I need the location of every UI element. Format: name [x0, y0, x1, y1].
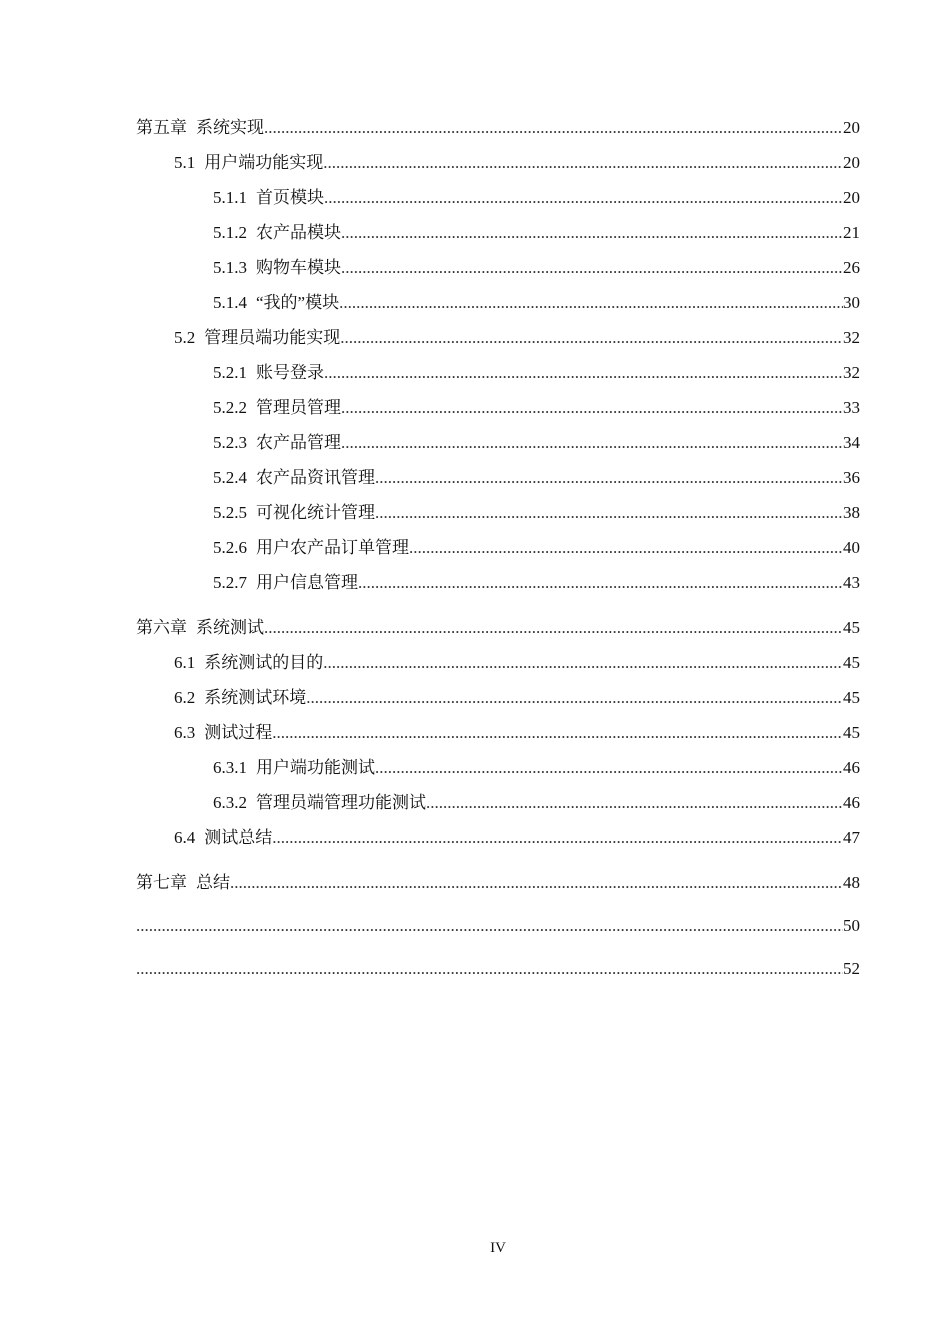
toc-entry-number: 5.2.2 [213, 398, 247, 417]
dot-leader [375, 750, 843, 785]
toc-entry-5-2-1[interactable] [136, 355, 860, 390]
toc-entry-page: 48 [843, 873, 860, 892]
toc-entry-6-1[interactable] [136, 645, 860, 680]
dot-leader [324, 355, 843, 390]
toc-entry-5-2-2[interactable] [136, 390, 860, 425]
toc-entry-page: 21 [843, 223, 860, 242]
toc-entry-title: 测试总结 [204, 828, 273, 847]
dot-leader [323, 645, 843, 680]
toc-entry-5-2-4[interactable] [136, 460, 860, 495]
dot-leader [136, 951, 843, 986]
toc-entry-number: 第六章 [136, 618, 187, 637]
toc-entry-5-2-7[interactable] [136, 565, 860, 600]
toc-entry-title: 用户农产品订单管理 [256, 538, 409, 557]
dot-leader [230, 865, 843, 900]
toc-entry-title: 首页模块 [256, 188, 324, 207]
toc-entry-5-2[interactable] [136, 320, 860, 355]
toc-entry-title: 管理员端管理功能测试 [256, 793, 426, 812]
toc-entry-page: 33 [843, 398, 860, 417]
toc-entry-page: 20 [843, 118, 860, 137]
toc-entry-number: 5.2.6 [213, 538, 247, 557]
toc-entry-page: 45 [843, 653, 860, 672]
toc-entry-number: 5.1.1 [213, 188, 247, 207]
toc-entry-page: 20 [843, 153, 860, 172]
toc-entry-untitled-2[interactable] [136, 951, 860, 986]
toc-entry-number: 5.1 [174, 153, 196, 172]
toc-entry-page: 34 [843, 433, 860, 452]
toc-entry-number: 第七章 [136, 873, 187, 892]
toc-entry-number: 5.1.2 [213, 223, 247, 242]
toc-entry-5-2-5[interactable] [136, 495, 860, 530]
toc-entry-page: 50 [843, 916, 860, 935]
toc-entry-5-1-2[interactable] [136, 215, 860, 250]
dot-leader [409, 530, 843, 565]
toc-entry-number: 6.1 [174, 653, 196, 672]
toc-entry-page: 32 [843, 328, 860, 347]
dot-leader [136, 908, 843, 943]
dot-leader [341, 390, 843, 425]
toc-entry-6-4[interactable] [136, 820, 860, 855]
toc-entry-title: 农产品资讯管理 [256, 468, 375, 487]
toc-entry-6-3-1[interactable] [136, 750, 860, 785]
toc-entry-chapter-7[interactable] [136, 865, 860, 900]
toc-entry-page: 45 [843, 723, 860, 742]
toc-entry-title: 管理员管理 [256, 398, 341, 417]
toc-entry-page: 40 [843, 538, 860, 557]
page-footer-number: IV [490, 1240, 506, 1256]
toc-entry-number: 5.2.1 [213, 363, 247, 382]
toc-entry-chapter-6[interactable] [136, 610, 860, 645]
table-of-contents [136, 110, 860, 986]
toc-entry-page: 47 [843, 828, 860, 847]
toc-entry-page: 30 [843, 293, 860, 312]
dot-leader [340, 320, 843, 355]
toc-entry-title: “我的”模块 [256, 293, 340, 312]
dot-leader [264, 610, 843, 645]
dot-leader [339, 285, 843, 320]
toc-entry-page: 45 [843, 688, 860, 707]
toc-entry-title: 系统测试的目的 [204, 653, 324, 672]
dot-leader [341, 425, 843, 460]
toc-entry-title: 总结 [196, 873, 230, 892]
toc-entry-number: 5.2.5 [213, 503, 247, 522]
dot-leader [375, 460, 843, 495]
toc-entry-title: 测试过程 [204, 723, 273, 742]
toc-entry-chapter-5[interactable] [136, 110, 860, 145]
dot-leader [341, 250, 843, 285]
toc-entry-5-2-3[interactable] [136, 425, 860, 460]
dot-leader [306, 680, 843, 715]
toc-entry-page: 43 [843, 573, 860, 592]
toc-entry-page: 26 [843, 258, 860, 277]
dot-leader [264, 110, 843, 145]
toc-entry-6-3[interactable] [136, 715, 860, 750]
toc-entry-title: 用户信息管理 [256, 573, 358, 592]
toc-entry-5-1-3[interactable] [136, 250, 860, 285]
dot-leader [272, 715, 843, 750]
toc-entry-page: 46 [843, 758, 860, 777]
toc-entry-number: 6.2 [174, 688, 196, 707]
toc-entry-number: 5.2.7 [213, 573, 247, 592]
toc-entry-page: 45 [843, 618, 860, 637]
toc-entry-title: 系统测试 [196, 618, 264, 637]
toc-entry-number: 5.2.3 [213, 433, 247, 452]
dot-leader [272, 820, 843, 855]
toc-entry-number: 5.2.4 [213, 468, 247, 487]
toc-entry-page: 36 [843, 468, 860, 487]
toc-entry-title: 可视化统计管理 [256, 503, 375, 522]
toc-entry-5-2-6[interactable] [136, 530, 860, 565]
dot-leader [358, 565, 843, 600]
toc-entry-number: 6.4 [174, 828, 196, 847]
dot-leader [375, 495, 843, 530]
toc-entry-page: 52 [843, 959, 860, 978]
toc-entry-page: 32 [843, 363, 860, 382]
toc-entry-title: 用户端功能实现 [204, 153, 324, 172]
toc-entry-title: 账号登录 [256, 363, 324, 382]
toc-entry-untitled-1[interactable] [136, 908, 860, 943]
toc-entry-number: 5.1.3 [213, 258, 247, 277]
toc-entry-title: 系统实现 [196, 118, 264, 137]
dot-leader [324, 180, 843, 215]
toc-entry-5-1-4[interactable] [136, 285, 860, 320]
toc-entry-number: 6.3.1 [213, 758, 247, 777]
toc-entry-title: 用户端功能测试 [256, 758, 375, 777]
toc-entry-number: 第五章 [136, 118, 187, 137]
toc-entry-page: 20 [843, 188, 860, 207]
dot-leader [341, 215, 843, 250]
toc-entry-title: 农产品管理 [256, 433, 341, 452]
toc-entry-number: 6.3.2 [213, 793, 247, 812]
toc-entry-title: 系统测试环境 [204, 688, 307, 707]
toc-entry-5-1-1[interactable] [136, 180, 860, 215]
toc-entry-title: 农产品模块 [256, 223, 341, 242]
toc-entry-5-1[interactable] [136, 145, 860, 180]
toc-entry-6-3-2[interactable] [136, 785, 860, 820]
toc-entry-6-2[interactable] [136, 680, 860, 715]
toc-entry-page: 46 [843, 793, 860, 812]
toc-entry-title: 购物车模块 [256, 258, 341, 277]
dot-leader [426, 785, 843, 820]
toc-entry-page: 38 [843, 503, 860, 522]
dot-leader [323, 145, 843, 180]
toc-entry-number: 5.1.4 [213, 293, 247, 312]
toc-entry-number: 5.2 [174, 328, 196, 347]
toc-entry-title: 管理员端功能实现 [204, 328, 341, 347]
toc-entry-number: 6.3 [174, 723, 196, 742]
